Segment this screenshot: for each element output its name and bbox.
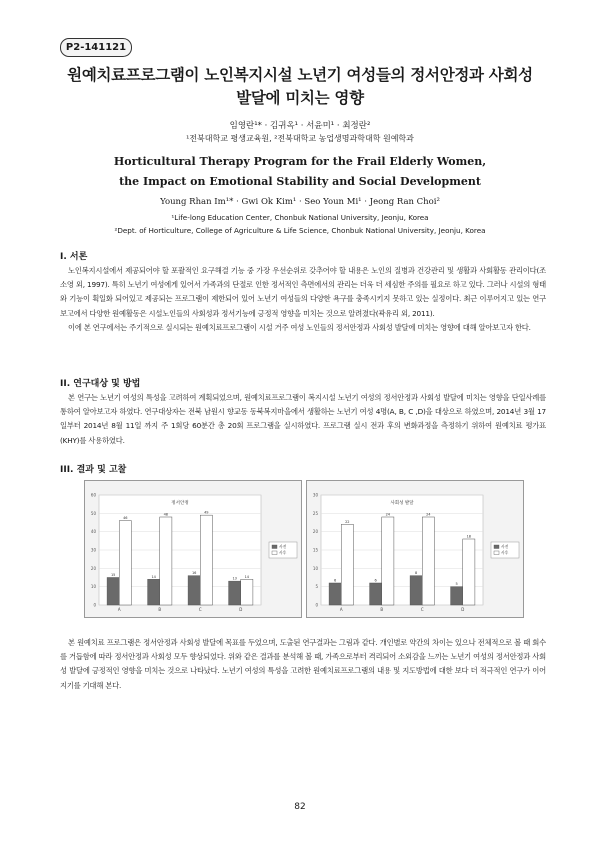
y-tick-label: 50 [90, 510, 96, 516]
y-tick-label: 30 [90, 547, 96, 553]
x-tick-label: B [380, 607, 384, 612]
bar-value-label: 16 [191, 571, 197, 576]
chart-emotional-stability [84, 480, 302, 618]
bar-A-사후 [119, 521, 131, 605]
bar-value-label: 24 [385, 512, 391, 517]
y-tick-label: 10 [312, 565, 318, 571]
korean-title-line-2: 발달에 미치는 영향 [236, 89, 364, 107]
y-tick-label: 25 [312, 510, 318, 516]
legend-label: 사후 [279, 550, 287, 555]
bar-value-label: 6 [334, 578, 337, 583]
introduction-paragraph-2: 이에 본 연구에서는 주기적으로 실시되는 원예치료프로그램이 시설 거주 여성 노인들의 정서안정과 사회성 발달에 미치는 영향에 대해 알아보고자 한다. [68, 322, 531, 332]
y-tick-label: 15 [312, 547, 318, 553]
bar-D-사전 [229, 581, 241, 605]
y-tick-label: 0 [315, 602, 318, 608]
x-tick-label: C [198, 607, 202, 612]
bar-value-label: 8 [415, 571, 418, 576]
bar-value-label: 5 [455, 582, 458, 587]
bar-A-사후 [341, 524, 353, 605]
introduction-paragraph-1: 노인복지시설에서 제공되어야 할 포괄적인 요구해결 기능 중 가장 우선순위로 갖추어야 할 내용은 노인의 질병과 건강관리 및 생활과 사회활동 관리이다(조소영 외, 1997). 특히 노년기 여성에게 있어서 가족과의 단절로 인한 정서적인 측면에서의 관리는 더욱 더 세심한 주의를 필요로 하고 있다. 그러나 시설의 형태와 기능이 획일화 되어있고 제공되는 프로그램이 제한되어 있어 노년기 여성들의 다양한 욕구를 충족시키지 못하고 있는 실정이다. 최근 이루어지고 있는 연구보고에서 다양한 원예활동은 시설노인들의 사회성과 정서기능에 긍정적 영향을 미치는 것으로 알려졌다(곽유리 외, 2011). [60, 266, 546, 318]
section-heading-introduction: I. 서론 [60, 252, 88, 262]
results-paragraph-1: 본 원예치료 프로그램은 정서안정과 사회성 발달에 목표를 두었으며, 도출된 연구결과는 그림과 같다. 개인별로 약간의 차이는 있으나 전체적으로 볼 때 회수를 거듭함에 따라 정서안정과 사회성 모두 향상되었다. 위와 같은 결과를 분석해 볼 때, 가족으로부터 격리되어 소외감을 느끼는 노년기 여성의 정서안정과 사회성 발달에 긍정적인 영향을 미치는 것으로 나타났다. 노년기 여성의 특성을 고려한 원예치료프로그램의 내용 및 지도방법에 대한 보다 더 적극적인 연구가 이어지기를 기대해 본다. [60, 638, 546, 690]
bar-value-label: 14 [151, 574, 156, 579]
legend-label: 사전 [501, 544, 509, 549]
bar-value-label: 14 [244, 574, 250, 579]
x-tick-label: C [420, 607, 424, 612]
y-tick-label: 5 [315, 584, 318, 590]
bar-value-label: 22 [345, 519, 350, 524]
bar-value-label: 48 [163, 512, 169, 517]
bar-C-사후 [422, 517, 434, 605]
results-body [60, 636, 546, 693]
bar-value-label: 46 [123, 516, 128, 521]
english-affiliations [50, 211, 550, 237]
english-title [50, 152, 550, 192]
bar-D-사후 [241, 579, 253, 605]
korean-title [50, 64, 550, 110]
introduction-body [60, 264, 546, 335]
section-heading-methods: II. 연구대상 및 방법 [60, 379, 141, 389]
methods-paragraph-1: 본 연구는 노년기 여성의 특성을 고려하여 계획되었으며, 원예치료프로그램이 복지시설 노년기 여성의 정서안정과 사회성 발달에 미치는 영향을 단일사례를 통하여 알아보고자 하였다. 연구대상자는 전북 남원시 향교동 동북복지마을에서 생활하는 노년기 여성 4명(A, B, C ,D)을 대상으로 하였으며, 2014년 3월 17일부터 2014년 8월 11일 까지 주 1회당 60분간 총 20회 프로그램을 실시하였다. 프로그램 실시 전과 후의 변화과정을 측정하기 위하여 원예치료 평가표(KHY)를 사용하였다. [60, 393, 546, 445]
y-tick-label: 60 [90, 492, 96, 498]
methods-body [60, 391, 546, 448]
english-authors: Young Rhan Im¹* · Gwi Ok Kim¹ · Seo Youn Mi¹ · Jeong Ran Choi² [160, 197, 440, 207]
bar-C-사전 [188, 576, 200, 605]
english-affiliation-2: ²Dept. of Horticulture, College of Agriculture & Life Science, Chonbuk National University, Jeonju, Korea [114, 226, 486, 235]
korean-authors: 임영란¹* · 김귀옥¹ · 서윤미¹ · 최정란² [229, 121, 371, 131]
english-title-line-1: Horticultural Therapy Program for the Frail Elderly Women, [113, 155, 487, 168]
legend-label: 사전 [279, 544, 287, 549]
y-tick-label: 0 [93, 602, 96, 608]
bar-value-label: 24 [426, 512, 431, 517]
legend-swatch-사후 [494, 551, 499, 555]
y-tick-label: 30 [312, 492, 318, 498]
y-tick-label: 40 [90, 529, 96, 535]
chart-title: 사회성 발달 [390, 501, 414, 506]
legend-label: 사후 [501, 550, 509, 555]
bar-B-사후 [382, 517, 394, 605]
chart-social-development [306, 480, 524, 618]
poster-id-badge: P2-141121 [60, 38, 132, 57]
section-heading-results: III. 결과 및 고찰 [60, 465, 127, 475]
x-tick-label: B [158, 607, 162, 612]
bar-C-사전 [410, 576, 422, 605]
english-affiliation-1: ¹Life-long Education Center, Chonbuk National University, Jeonju, Korea [171, 213, 429, 222]
page-number: 82 [294, 802, 306, 812]
x-tick-label: A [117, 607, 121, 612]
x-tick-label: D [461, 607, 465, 612]
legend-swatch-사전 [272, 545, 277, 549]
bar-C-사후 [200, 515, 212, 605]
bar-D-사후 [463, 539, 475, 605]
bar-value-label: 49 [204, 510, 209, 515]
korean-title-line-1: 원예치료프로그램이 노인복지시설 노년기 여성들의 정서안정과 사회성 [67, 66, 533, 84]
bar-value-label: 13 [232, 576, 237, 581]
bar-value-label: 15 [110, 573, 116, 577]
bar-B-사전 [370, 583, 382, 605]
bar-value-label: 6 [374, 578, 377, 583]
bar-A-사전 [329, 583, 341, 605]
chart-emotional-stability-svg [85, 481, 301, 617]
bar-A-사전 [107, 578, 119, 606]
y-tick-label: 20 [90, 565, 96, 571]
x-tick-label: A [339, 607, 343, 612]
chart-social-development-svg [307, 481, 523, 617]
legend-swatch-사후 [272, 551, 277, 555]
english-title-line-2: the Impact on Emotional Stability and Social Development [119, 175, 481, 188]
bar-B-사전 [148, 579, 160, 605]
chart-title: 정서안정 [171, 501, 189, 506]
bar-value-label: 18 [466, 534, 472, 539]
bar-D-사전 [451, 587, 463, 605]
y-tick-label: 10 [90, 584, 96, 590]
korean-affiliations: ¹전북대학교 평생교육원, ²전북대학교 농업생명과학대학 원예학과 [186, 134, 414, 143]
bar-B-사후 [160, 517, 172, 605]
y-tick-label: 20 [312, 529, 318, 535]
x-tick-label: D [239, 607, 243, 612]
legend-swatch-사전 [494, 545, 499, 549]
